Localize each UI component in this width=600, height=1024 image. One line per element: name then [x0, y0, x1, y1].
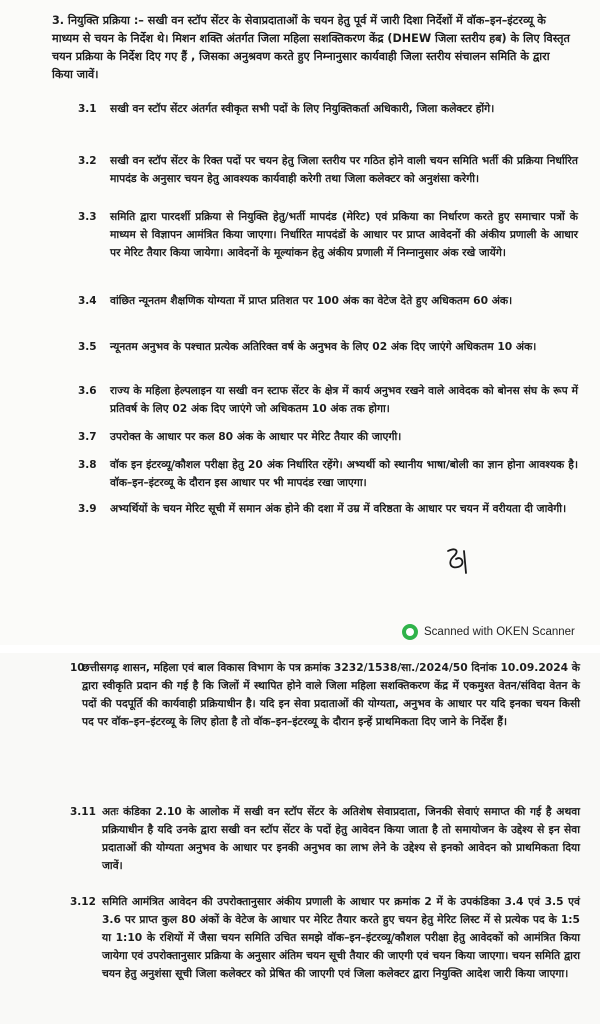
clause-number: 3.1 [78, 103, 97, 115]
document-page-2 [0, 653, 600, 1024]
clause-text: समिति द्वारा पारदर्शी प्रक्रिया से नियुक्ति हेतु/भर्ती मापदंड (मेरिट) एवं प्रकिया का निर्धारण करते हुए समाचार पत्रों के माध्यम से विज्ञापन आमंत्रित किया जाएगा। निर्धारित मापदंडों के आधार पर प्राप्त आवेदनों की अंकीय प्रणाली के आधार पर मेरिट तैयार किया जायेगा। आवेदनों के मूल्यांकन हेतु अंकीय प्रणाली में निम्नानुसार अंक रखे जायेंगे। [110, 210, 578, 259]
scanner-watermark [402, 622, 575, 642]
clause-number: 3.4 [78, 295, 97, 307]
clause-number: 3.3 [78, 211, 97, 223]
clause-3-5 [78, 338, 578, 356]
clause-text: न्यूनतम अनुभव के पश्चात प्रत्येक अतिरिक्त वर्ष के अनुभव के लिए 02 अंक दिए जाएंगे अधिकतम 10 अंक। [110, 340, 537, 353]
clause-text: राज्य के महिला हेल्पलाइन या सखी वन स्टाफ सेंटर के क्षेत्र में कार्य अनुभव रखने वाले आवेदक को बोनस संघ के रूप में प्रतिवर्ष के लिए 02 अंक दिए जाएंगे जो अधिकतम 10 अंक तक होगा। [110, 384, 578, 415]
clause-number: 3.7 [78, 431, 97, 443]
clause-3-12 [70, 893, 580, 983]
clause-3-8 [78, 456, 578, 492]
clause-number: 3.8 [78, 459, 97, 471]
clause-text: वॉक इन इंटरव्यू/कौशल परीक्षा हेतु 20 अंक निर्धारित रहेंगे। अभ्यर्थी को स्थानीय भाषा/बोली का ज्ञान होना आवश्यक है। वॉक–इन–इंटरव्यू के दौरान इस आधार पर भी मापदंड रखा जाएगा। [110, 458, 578, 489]
clause-text: अतः कंडिका 2.10 के आलोक में सखी वन स्टॉप सेंटर के अतिशेष सेवाप्रदाता, जिनकी सेवाएं समाप्त की गई है अथवा प्रक्रियाधीन है यदि उनके द्वारा सखी वन स्टॉप सेंटर के पदों हेतु आवेदन किया जाता है तो समायोजन के उद्देश्य से इन सेवा प्रदाताओं की योग्यता अनुभव के आधार पर इनकी अनुभव का लाभ लेने के उद्देश्य से इनको आवेदन को प्राथमिकता दिया जावें। [102, 805, 580, 872]
clause-number: 10 [70, 662, 85, 674]
clause-number: 3.5 [78, 341, 97, 353]
clause-text: सखी वन स्टॉप सेंटर के रिक्त पदों पर चयन हेतु जिला स्तरीय पर गठित होने वाली चयन समिति भर्ती की प्रक्रिया निर्धारित मापदंड के अनुसार चयन हेतु आवश्यक कार्यवाही करेगी तथा जिला कलेक्टर को अनुशंसा करेगी। [110, 154, 578, 185]
clause-text: समिति आमंत्रित आवेदन की उपरोक्तानुसार अंकीय प्रणाली के आधार पर क्रमांक 2 में के उपकंडिका 3.4 एवं 3.5 एवं 3.6 पर प्राप्त कुल 80 अंकों के वेटेज के आधार पर मेरिट तैयार करते हुए चयन हेतु मेरिट लिस्ट में से प्रत्येक पद के 1:5 या 1:10 के रशियों में जैसा चयन समिति उचित समझे वॉक–इन–इंटरव्यू/कौशल परीक्षा हेतु आवेदकों को आमंत्रित किया जायेगा एवं उपरोक्तानुसार प्रक्रिया के अनुसार अंतिम चयन सूची तैयार की जाएगी एवं चयन किया जाएगा। चयन समिति द्वारा चयन हेतु अनुशंसा सूची जिला कलेक्टर को प्रेषित की जाएगी एवं जिला कलेक्टर द्वारा नियुक्ति आदेश जारी किया जाएगा। [102, 895, 580, 980]
clause-3-9 [78, 500, 578, 518]
clause-3-6 [78, 382, 578, 418]
clause-3-4 [78, 292, 578, 310]
clause-number: 3.9 [78, 503, 97, 515]
clause-number: 3.11 [70, 806, 96, 818]
scanner-watermark-label: Scanned with OKEN Scanner [424, 626, 575, 638]
clause-3-3 [78, 208, 578, 262]
oken-scanner-logo-icon [402, 624, 418, 640]
clause-3-2 [78, 152, 578, 188]
clause-number: 3.12 [70, 896, 96, 908]
signature-mark [440, 545, 480, 577]
clause-3-11 [70, 803, 580, 875]
clause-text: उपरोक्त के आधार पर कल 80 अंक के आधार पर मेरिट तैयार की जाएगी। [110, 430, 402, 443]
clause-3-1 [78, 100, 578, 118]
page-divider [0, 645, 600, 653]
clause-number: 3.2 [78, 155, 97, 167]
clause-2-10 [70, 659, 580, 731]
section-heading-recruitment-process: 3. नियुक्ति प्रक्रिया :– सखी वन स्टॉप सेंटर के सेवाप्रदाताओं के चयन हेतु पूर्व में जारी दिशा निर्देशों में वॉक–इन–इंटरव्यू के माध्यम से चयन के निर्देश थे। मिशन शक्ति अंतर्गत जिला महिला सशक्तिकरण केंद्र (DHEW जिला स्तरीय हब) के लिए विस्तृत चयन प्रक्रिया के निर्देश दिए गए हैं , जिसका अनुश्रवण करते हुए निम्नानुसार कार्यवाही जिला स्तरीय संचालन समिति के द्वारा किया जावें। [52, 14, 570, 81]
clause-number: 3.6 [78, 385, 97, 397]
clause-text: अभ्यर्थियों के चयन मेरिट सूची में समान अंक होने की दशा में उम्र में वरिष्ठता के आधार पर चयन में वरीयता दी जावेगी। [110, 502, 567, 515]
clause-3-7 [78, 428, 578, 446]
clause-text: सखी वन स्टॉप सेंटर अंतर्गत स्वीकृत सभी पदों के लिए नियुक्तिकर्ता अधिकारी, जिला कलेक्टर होंगे। [110, 102, 495, 115]
clause-text: वांछित न्यूनतम शैक्षणिक योग्यता में प्राप्त प्रतिशत पर 100 अंक का वेटेज देते हुए अधिकतम 60 अंक। [110, 294, 513, 307]
clause-text: छत्तीसगढ़ शासन, महिला एवं बाल विकास विभाग के पत्र क्रमांक 3232/1538/सा./2024/50 दिनांक 10.09.2024 के द्वारा स्वीकृति प्रदान की गई है कि जिलों में स्थापित होने वाले जिला महिला सशक्तिकरण केंद्र में एकमुश्त वेतन/संविदा वेतन के पदों की पदपूर्ति की कार्यवाही प्रक्रियाधीन है। यदि इन सेवा प्रदाताओं की योग्यता, अनुभव के आधार पर यदि इनका चयन किसी पद पर वॉक–इन–इंटरव्यू के लिए होता है तो वॉक–इन–इंटरव्यू के दौरान इन्हें प्राथमिकता दिए जाने के निर्देश हैं। [82, 661, 580, 728]
